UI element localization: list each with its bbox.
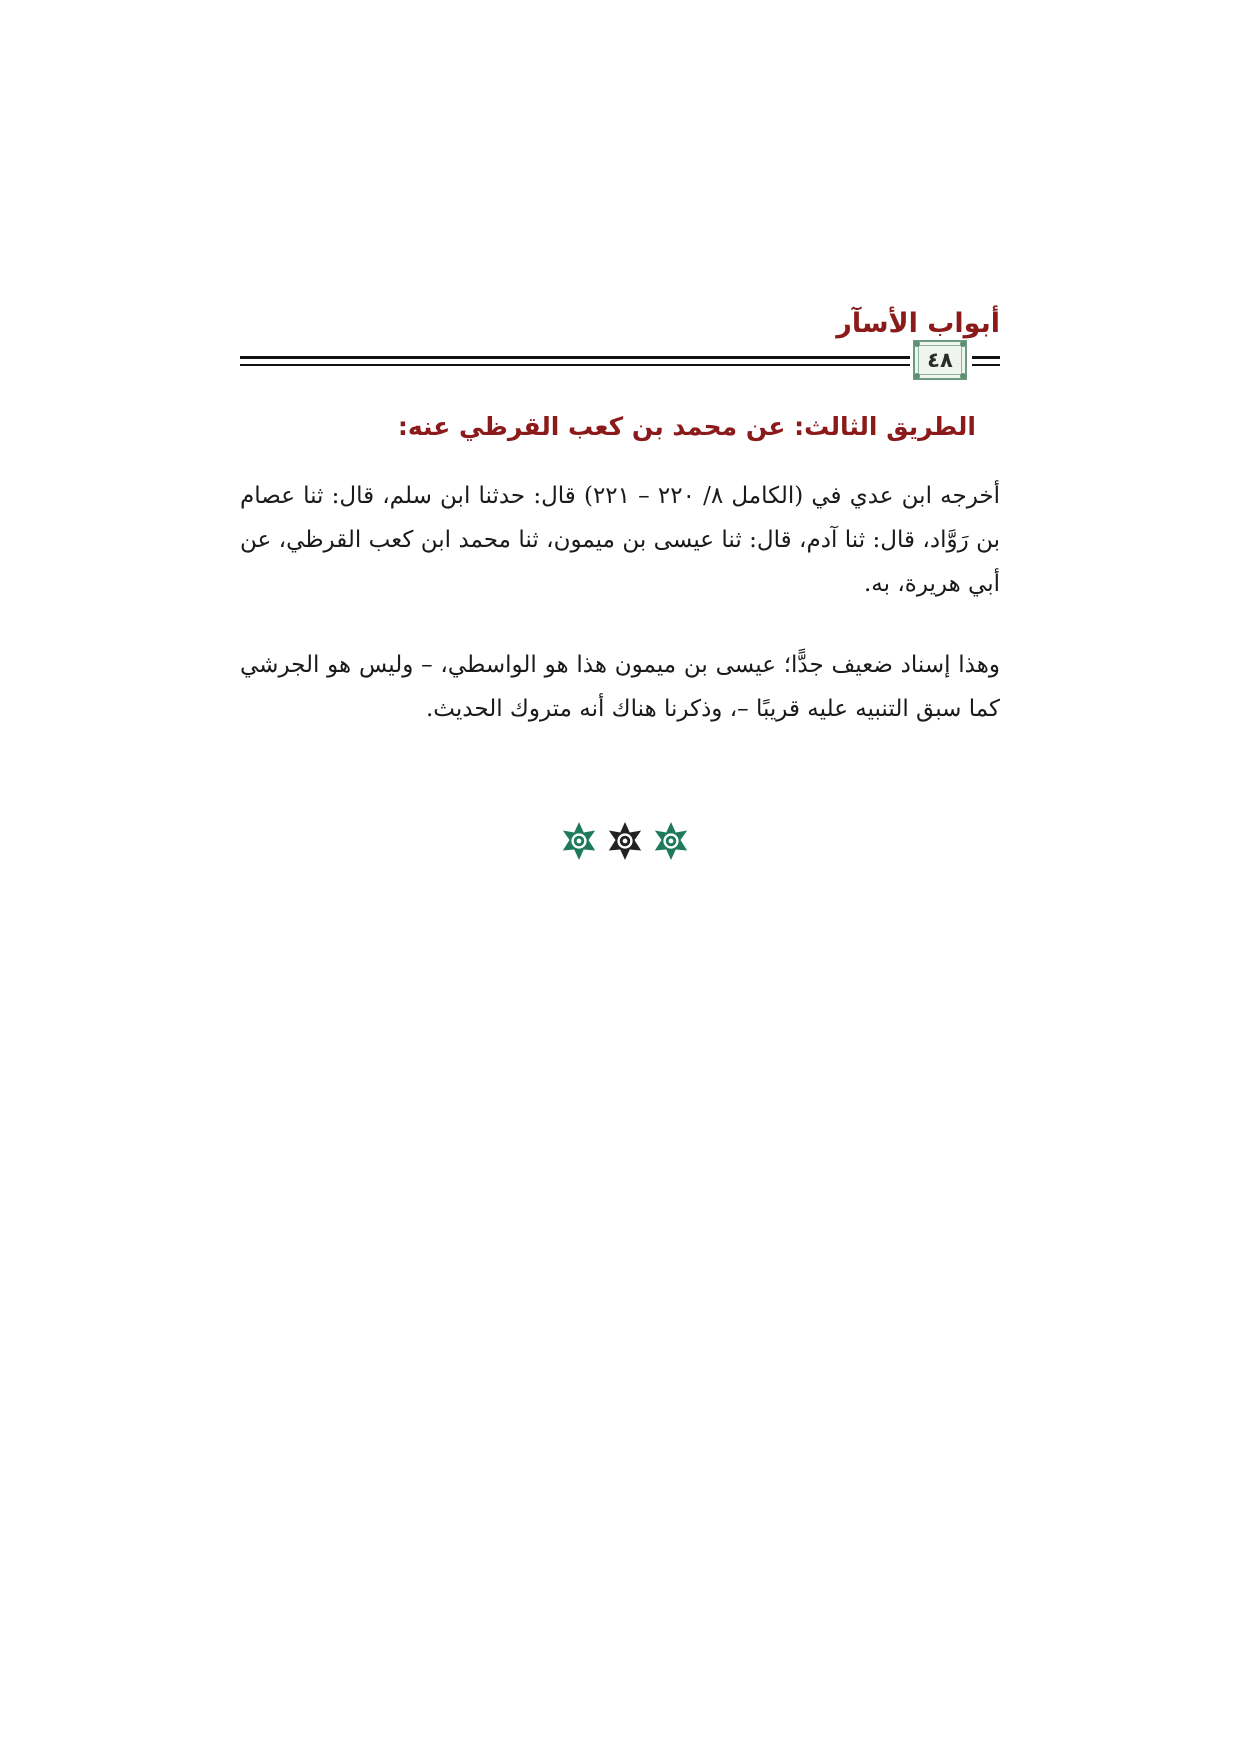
frame-corner-ornament (914, 341, 920, 347)
closing-ornaments (560, 820, 690, 864)
section-heading: الطريق الثالث: عن محمد بن كعب القرظي عنه: (397, 412, 976, 441)
header-rule-bottom (240, 364, 910, 366)
frame-corner-ornament (914, 373, 920, 379)
header-rule-right-top (972, 356, 1000, 359)
header-rule-right-bottom (972, 364, 1000, 366)
paragraph-1: أخرجه ابن عدي في (الكامل ٨/ ٢٢٠ – ٢٢١) قال: حدثنا ابن سلم، قال: ثنا عصام بن رَوَّاد، قال: ثنا آدم، قال: ثنا عيسى بن ميمون، ثنا محمد ابن كعب القرظي، عن أبي هريرة، به. (240, 483, 1000, 597)
star-flower-icon (652, 820, 690, 862)
header-rule-top (240, 356, 910, 359)
star-flower-icon (606, 820, 644, 862)
paragraph-2: وهذا إسناد ضعيف جدًّا؛ عيسى بن ميمون هذا هو الواسطي، – وليس هو الجرشي كما سبق التنبيه عليه قريبًا –، وذكرنا هناك أنه متروك الحديث. (240, 652, 1000, 722)
frame-corner-ornament (960, 373, 966, 379)
frame-corner-ornament (960, 341, 966, 347)
page-number-frame (913, 340, 967, 380)
star-flower-icon (560, 820, 598, 862)
book-title: أبواب الأسآر (836, 308, 1000, 339)
page-number: ٤٨ (927, 348, 953, 372)
